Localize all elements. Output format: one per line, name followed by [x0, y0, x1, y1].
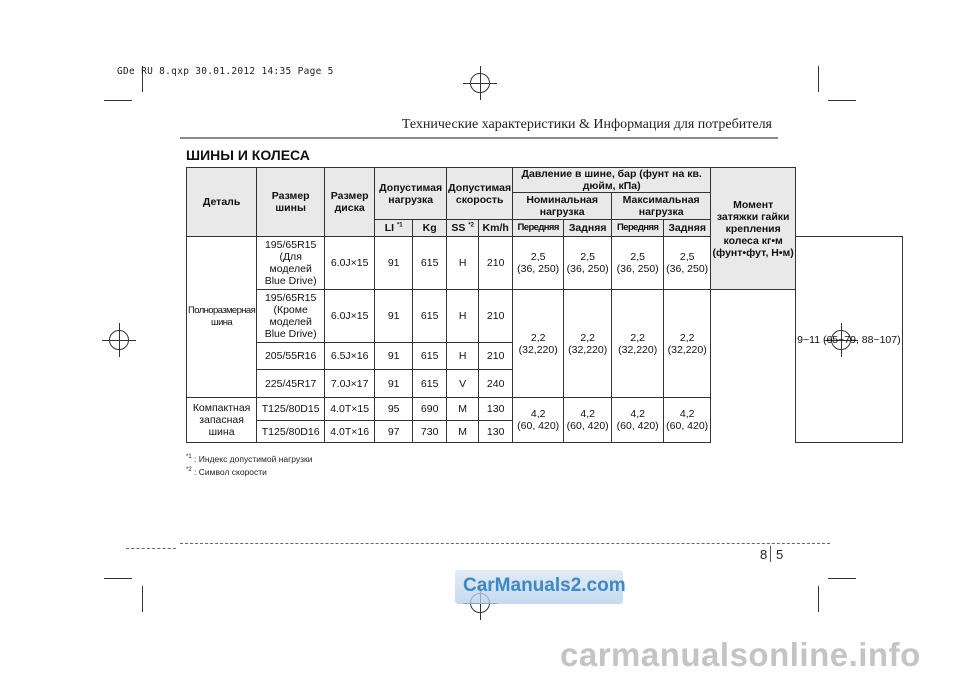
crop-mark	[818, 586, 819, 612]
ss-cell: H	[447, 343, 479, 370]
ss-cell: M	[447, 398, 479, 421]
table-row	[187, 237, 903, 290]
li-cell: 91	[375, 370, 413, 398]
tire-size-cell: 205/55R16	[257, 343, 325, 370]
kmh-cell: 240	[479, 370, 513, 398]
header-part: Деталь	[187, 168, 257, 237]
header-speed: Допустимая скорость	[447, 168, 513, 220]
header-torque: Момент затяжки гайки крепления колеса кг•м (фунт•фут, Н•м)	[711, 168, 796, 290]
crop-mark	[142, 586, 143, 612]
li-cell: 95	[375, 398, 413, 421]
pressure-cell: 2,2 (32,220)	[564, 290, 612, 398]
chapter-number: 8	[760, 547, 768, 562]
kmh-cell: 130	[479, 421, 513, 443]
wheel-size-cell: 6.0Ј×15	[325, 237, 375, 290]
footnote-2: $^{*2}$ : Символ скорости	[186, 467, 267, 477]
kg-cell: 615	[413, 370, 447, 398]
ss-cell: V	[447, 370, 479, 398]
pressure-cell: 2,5 (36, 250)	[664, 237, 711, 290]
pressure-cell: 2,5 (36, 250)	[513, 237, 564, 290]
crop-mark	[818, 66, 819, 92]
header-load: Допустимая нагрузка	[375, 168, 447, 220]
tire-size-cell: 225/45R17	[257, 370, 325, 398]
header-front-max: Передняя	[612, 220, 664, 237]
header-rear-max: Задняя	[664, 220, 711, 237]
header-max-load: Максимальная нагрузка	[612, 193, 711, 220]
crop-mark	[104, 578, 132, 579]
header-pressure: Давление в шине, бар (фунт на кв. дюйм, кПа)	[513, 168, 711, 193]
header-ss: SS $^{*2}$	[447, 220, 479, 237]
wheel-size-cell: 6.5Ј×16	[325, 343, 375, 370]
header-li: LI $^{*1}$	[375, 220, 413, 237]
crop-mark	[828, 578, 856, 579]
wheel-size-cell: 6.0Ј×15	[325, 290, 375, 343]
pressure-cell: 2,2 (32,220)	[664, 290, 711, 398]
pressure-cell: 2,5 (36, 250)	[612, 237, 664, 290]
chapter-rule	[180, 137, 778, 139]
watermark-bottom: carmanualsonline.info	[560, 636, 921, 673]
page-number-divider	[770, 546, 771, 562]
header-front: Передняя	[513, 220, 564, 237]
torque-cell: 9~11 (65~79, 88~107)	[796, 237, 902, 443]
file-header: GDe RU 8.qxp 30.01.2012 14:35 Page 5	[117, 66, 334, 77]
header-nominal-load: Номинальная нагрузка	[513, 193, 612, 220]
section-title: ШИНЫ И КОЛЕСА	[186, 147, 310, 163]
pressure-cell: 2,2 (32,220)	[612, 290, 664, 398]
group-compact-spare: Компактная запасная шина	[187, 398, 257, 443]
ss-cell: H	[447, 290, 479, 343]
kmh-cell: 210	[479, 237, 513, 290]
pressure-cell: 4,2 (60, 420)	[664, 398, 711, 443]
ss-cell: M	[447, 421, 479, 443]
kmh-cell: 210	[479, 290, 513, 343]
kmh-cell: 130	[479, 398, 513, 421]
wheel-size-cell: 4.0T×15	[325, 398, 375, 421]
ss-cell: H	[447, 237, 479, 290]
pressure-cell: 2,5 (36, 250)	[564, 237, 612, 290]
kg-cell: 615	[413, 237, 447, 290]
crop-mark	[828, 100, 856, 101]
wheel-size-cell: 4.0T×16	[325, 421, 375, 443]
tire-size-cell: T125/80D15	[257, 398, 325, 421]
li-cell: 91	[375, 290, 413, 343]
page-rule	[126, 548, 176, 549]
page-rule	[180, 543, 830, 544]
page-number: 5	[776, 547, 784, 562]
registration-mark-icon	[102, 323, 136, 357]
tire-size-cell: T125/80D16	[257, 421, 325, 443]
li-cell: 91	[375, 237, 413, 290]
wheel-size-cell: 7.0Ј×17	[325, 370, 375, 398]
header-wheel-size: Размер диска	[325, 168, 375, 237]
kg-cell: 730	[413, 421, 447, 443]
kg-cell: 615	[413, 343, 447, 370]
kmh-cell: 210	[479, 343, 513, 370]
crop-mark	[104, 100, 132, 101]
pressure-cell: 4,2 (60, 420)	[564, 398, 612, 443]
tires-wheels-table	[186, 167, 903, 443]
header-kmh: Km/h	[479, 220, 513, 237]
registration-mark-icon	[463, 66, 497, 100]
header-tire-size: Размер шины	[257, 168, 325, 237]
group-full-size: Полноразмерная шина	[187, 237, 257, 398]
header-kg: Kg	[413, 220, 447, 237]
tire-size-cell: 195/65R15 (Кроме моделей Blue Drive)	[257, 290, 325, 343]
footnote-1: $^{*1}$ : Индекс допустимой нагрузки	[186, 454, 313, 464]
tire-size-cell: 195/65R15 (Для моделей Blue Drive)	[257, 237, 325, 290]
li-cell: 91	[375, 343, 413, 370]
chapter-title: Технические характеристики & Информация для потребителя	[401, 117, 772, 132]
kg-cell: 690	[413, 398, 447, 421]
pressure-cell: 2,2 (32,220)	[513, 290, 564, 398]
watermark-top: CarManuals2.com	[455, 570, 623, 604]
kg-cell: 615	[413, 290, 447, 343]
header-rear: Задняя	[564, 220, 612, 237]
li-cell: 97	[375, 421, 413, 443]
pressure-cell: 4,2 (60, 420)	[513, 398, 564, 443]
pressure-cell: 4,2 (60, 420)	[612, 398, 664, 443]
